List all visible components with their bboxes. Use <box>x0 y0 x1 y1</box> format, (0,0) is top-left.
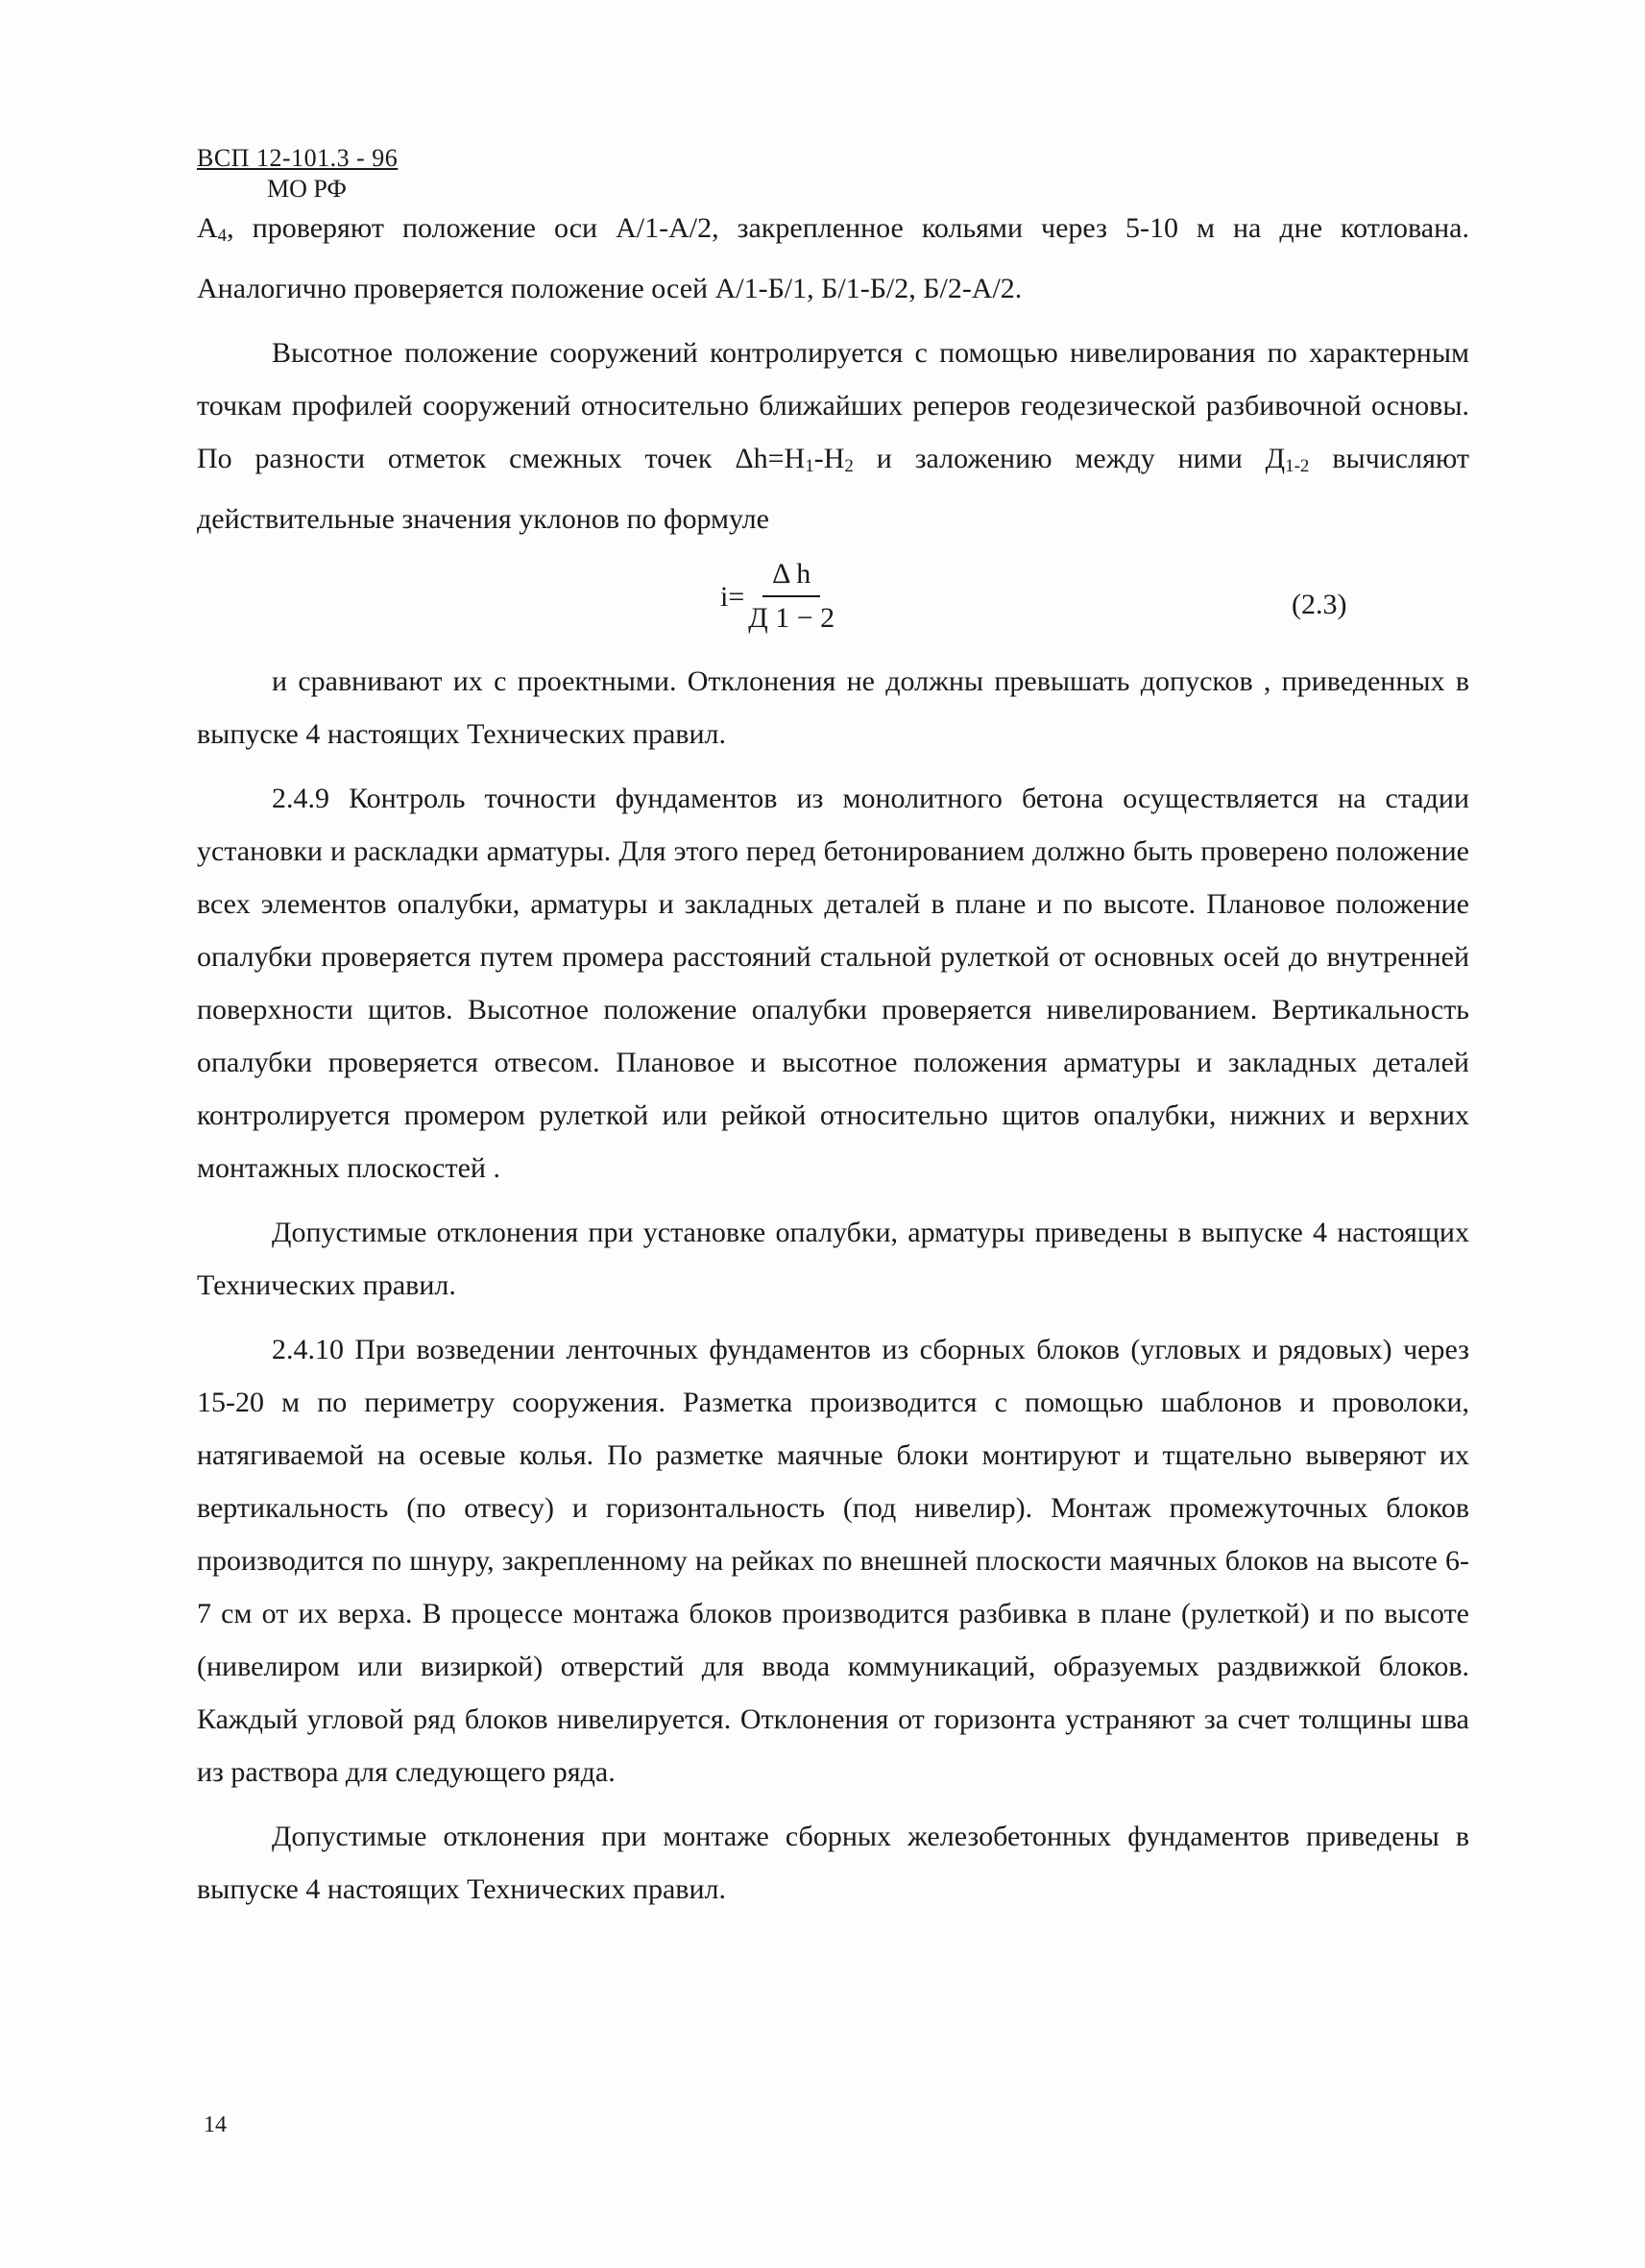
paragraph-2-4-10: 2.4.10 При возведении ленточных фундаментов из сборных блоков (угловых и рядовых) через 15-20 м по периметру сооружения. Разметка производится с помощью шаблонов и проволоки, натягиваемой на осевые колья. По разметке маячные блоки монтируют и тщательно выверяют их вертикальность (по отвесу) и горизонтальность (под нивелир). Монтаж промежуточных блоков производится по шнуру, закрепленному на рейках по внешней плоскости маячных блоков на высоте 6-7 см от их верха. В процессе монтажа блоков производится разбивка в плане (рулеткой) и по высоте (нивелиром или визиркой) отверстий для ввода коммуникаций, образуемых раздвижкой блоков. Каждый угловой ряд блоков нивелируется. Отклонения от горизонта устраняют за счет толщины шва из раствора для следующего ряда. <box>197 1334 1469 1788</box>
slope-formula <box>720 555 835 638</box>
paragraph-formwork-tolerances: Допустимые отклонения при установке опалубки, арматуры приведены в выпуске 4 настоящих Технических правил. <box>197 1217 1469 1301</box>
formula-number: (2.3) <box>1292 589 1347 620</box>
formula-2-3 <box>197 549 1469 655</box>
body-text <box>197 202 1469 1916</box>
document-code: ВСП 12-101.3 - 96 <box>197 144 399 172</box>
formula-lhs: i= <box>720 580 745 613</box>
paragraph-axis-check: $А_4$, проверяют положение оси А/1-А/2, закрепленное кольями через 5-10 м на дне котлована. Аналогично проверяется положение осей А/1-Б/1, Б/1-Б/2, Б/2-А/2. <box>197 212 1469 304</box>
paragraph-2-4-9: 2.4.9 Контроль точности фундаментов из монолитного бетона осуществляется на стадии установки и раскладки арматуры. Для этого перед бетонированием должно быть проверено положение всех элементов опалубки, арматуры и закладных деталей в плане и по высоте. Плановое положение опалубки проверяется путем промера расстояний стальной рулеткой от основных осей до внутренней поверхности щитов. Высотное положение опалубки проверяется нивелированием. Вертикальность опалубки проверяется отвесом. Плановое и высотное положения арматуры и закладных деталей контролируется промером рулеткой или рейкой относительно щитов опалубки, нижних и верхних монтажных плоскостей . <box>197 783 1469 1184</box>
paragraph-precast-tolerances: Допустимые отклонения при монтаже сборных железобетонных фундаментов приведены в выпуске 4 настоящих Технических правил. <box>197 1821 1469 1905</box>
document-organization: МО РФ <box>267 175 347 203</box>
paragraph-compare: и сравнивают их с проектными. Отклонения не должны превышать допусков , приведенных в выпуске 4 настоящих Технических правил. <box>197 665 1469 750</box>
formula-fraction <box>748 555 835 638</box>
formula-denominator: Д 1 − 2 <box>748 602 835 634</box>
paragraph-height-control: Высотное положение сооружений контролируется с помощью нивелирования по характерным точкам профилей сооружений относительно ближайших реперов геодезической разбивочной основы. По разности отметок смежных точек $\Delta h=H_1-H_2$ и заложению между ними $Д_{1-2}$ вычисляют действительные значения уклонов по формуле <box>197 337 1470 535</box>
page-number: 14 <box>204 2112 227 2137</box>
formula-numerator: Δ h <box>762 555 820 597</box>
